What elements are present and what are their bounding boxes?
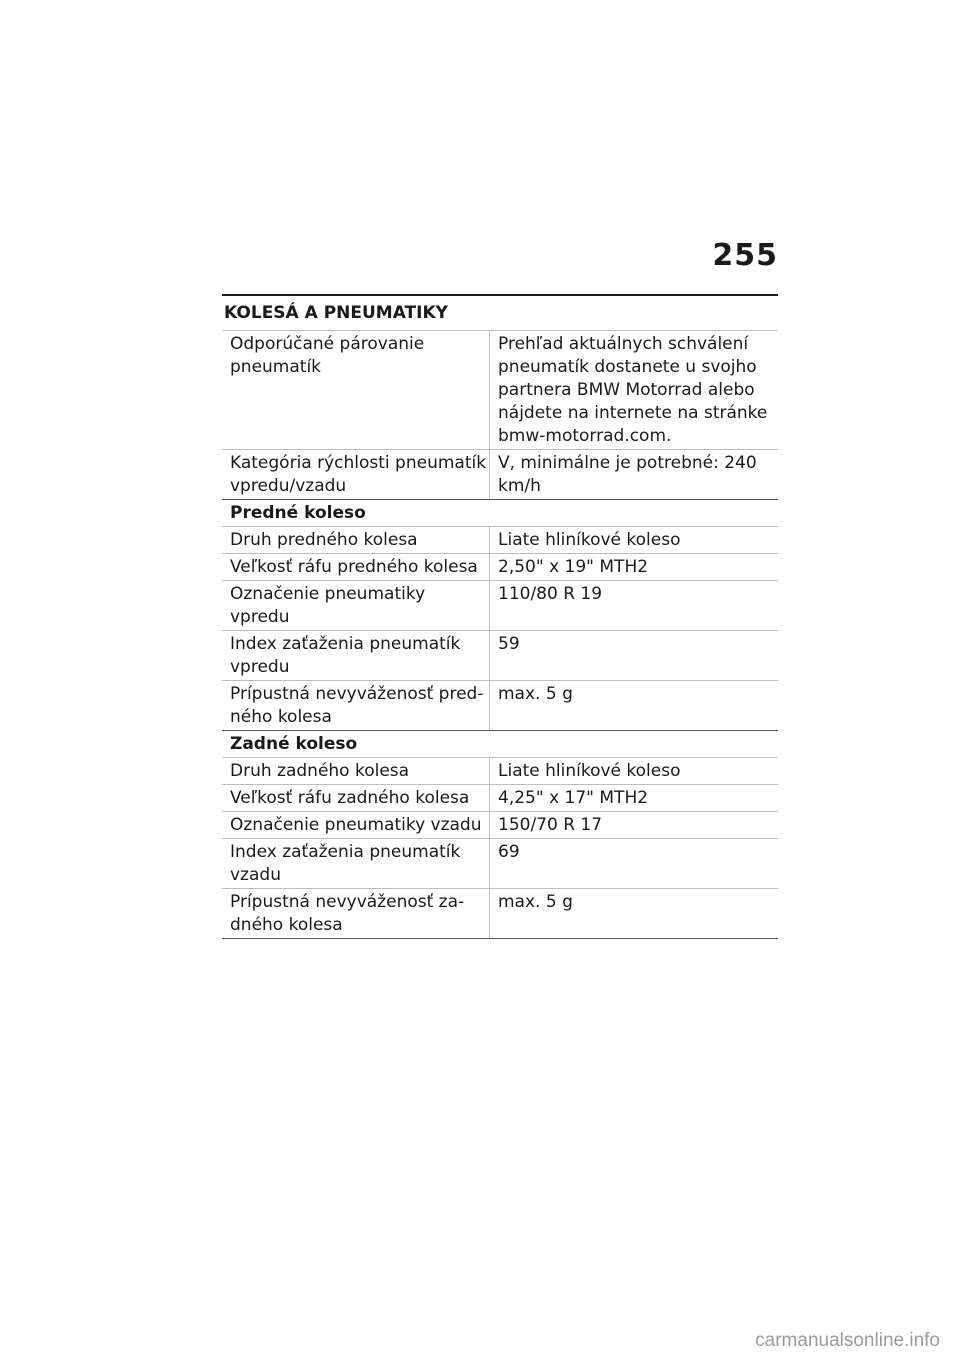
spec-value: 4,25" x 17" MTH2 [498, 788, 649, 808]
spec-value: 69 [498, 842, 520, 862]
front-wheel-header-row [222, 500, 778, 527]
table-row [222, 554, 778, 581]
rear-wheel-header: Zadné koleso [230, 734, 358, 754]
spec-value: Liate hliníkové koleso [498, 530, 681, 550]
table-row [222, 450, 778, 500]
spec-value: Prehľad aktuálnych schválení pneumatík dostanete u svojho partnera BMW Motorrad alebo nájdete na internete na stránke bmw-motorrad.com. [498, 334, 768, 446]
spec-value: Liate hliníkové koleso [498, 761, 681, 781]
spec-label: Veľkosť ráfu predného kolesa [222, 554, 490, 580]
table-row [222, 785, 778, 812]
table-row [222, 581, 778, 631]
spec-value: max. 5 g [498, 892, 573, 912]
spec-value: 110/80 R 19 [498, 584, 603, 604]
table-row [222, 812, 778, 839]
spec-value: 2,50" x 19" MTH2 [498, 557, 649, 577]
table-row [222, 527, 778, 554]
spec-label: Označenie pneumatiky vzadu [222, 812, 490, 838]
spec-label: Odporúčané párovanie pneumatík [222, 331, 490, 449]
watermark-logo: carmanualsonline.info [755, 1330, 940, 1351]
table-row [222, 839, 778, 889]
table-row [222, 681, 778, 731]
spec-value: V, minimálne je potrebné: 240 km/h [498, 453, 757, 496]
front-wheel-header: Predné koleso [230, 503, 366, 523]
section-title: KOLESÁ A PNEUMATIKY [222, 294, 778, 331]
table-row [222, 889, 778, 939]
rear-wheel-header-row [222, 731, 778, 758]
spec-label: Kategória rýchlosti pneumatík vpredu/vzadu [222, 450, 490, 499]
wheels-tires-section [222, 294, 778, 939]
spec-label: Index zaťaženia pneumatík vzadu [222, 839, 490, 888]
spec-value: max. 5 g [498, 684, 573, 704]
table-row [222, 758, 778, 785]
spec-label: Prípustná nevyváženosť za-dného kolesa [222, 889, 490, 938]
spec-label: Označenie pneumatiky vpredu [222, 581, 490, 630]
page-number: 255 [712, 238, 778, 273]
table-row [222, 631, 778, 681]
table-row [222, 331, 778, 450]
spec-label: Prípustná nevyváženosť pred-ného kolesa [222, 681, 490, 730]
spec-value: 59 [498, 634, 520, 654]
spec-label: Veľkosť ráfu zadného kolesa [222, 785, 490, 811]
spec-value: 150/70 R 17 [498, 815, 603, 835]
spec-label: Druh predného kolesa [222, 527, 490, 553]
spec-label: Index zaťaženia pneumatík vpredu [222, 631, 490, 680]
spec-label: Druh zadného kolesa [222, 758, 490, 784]
